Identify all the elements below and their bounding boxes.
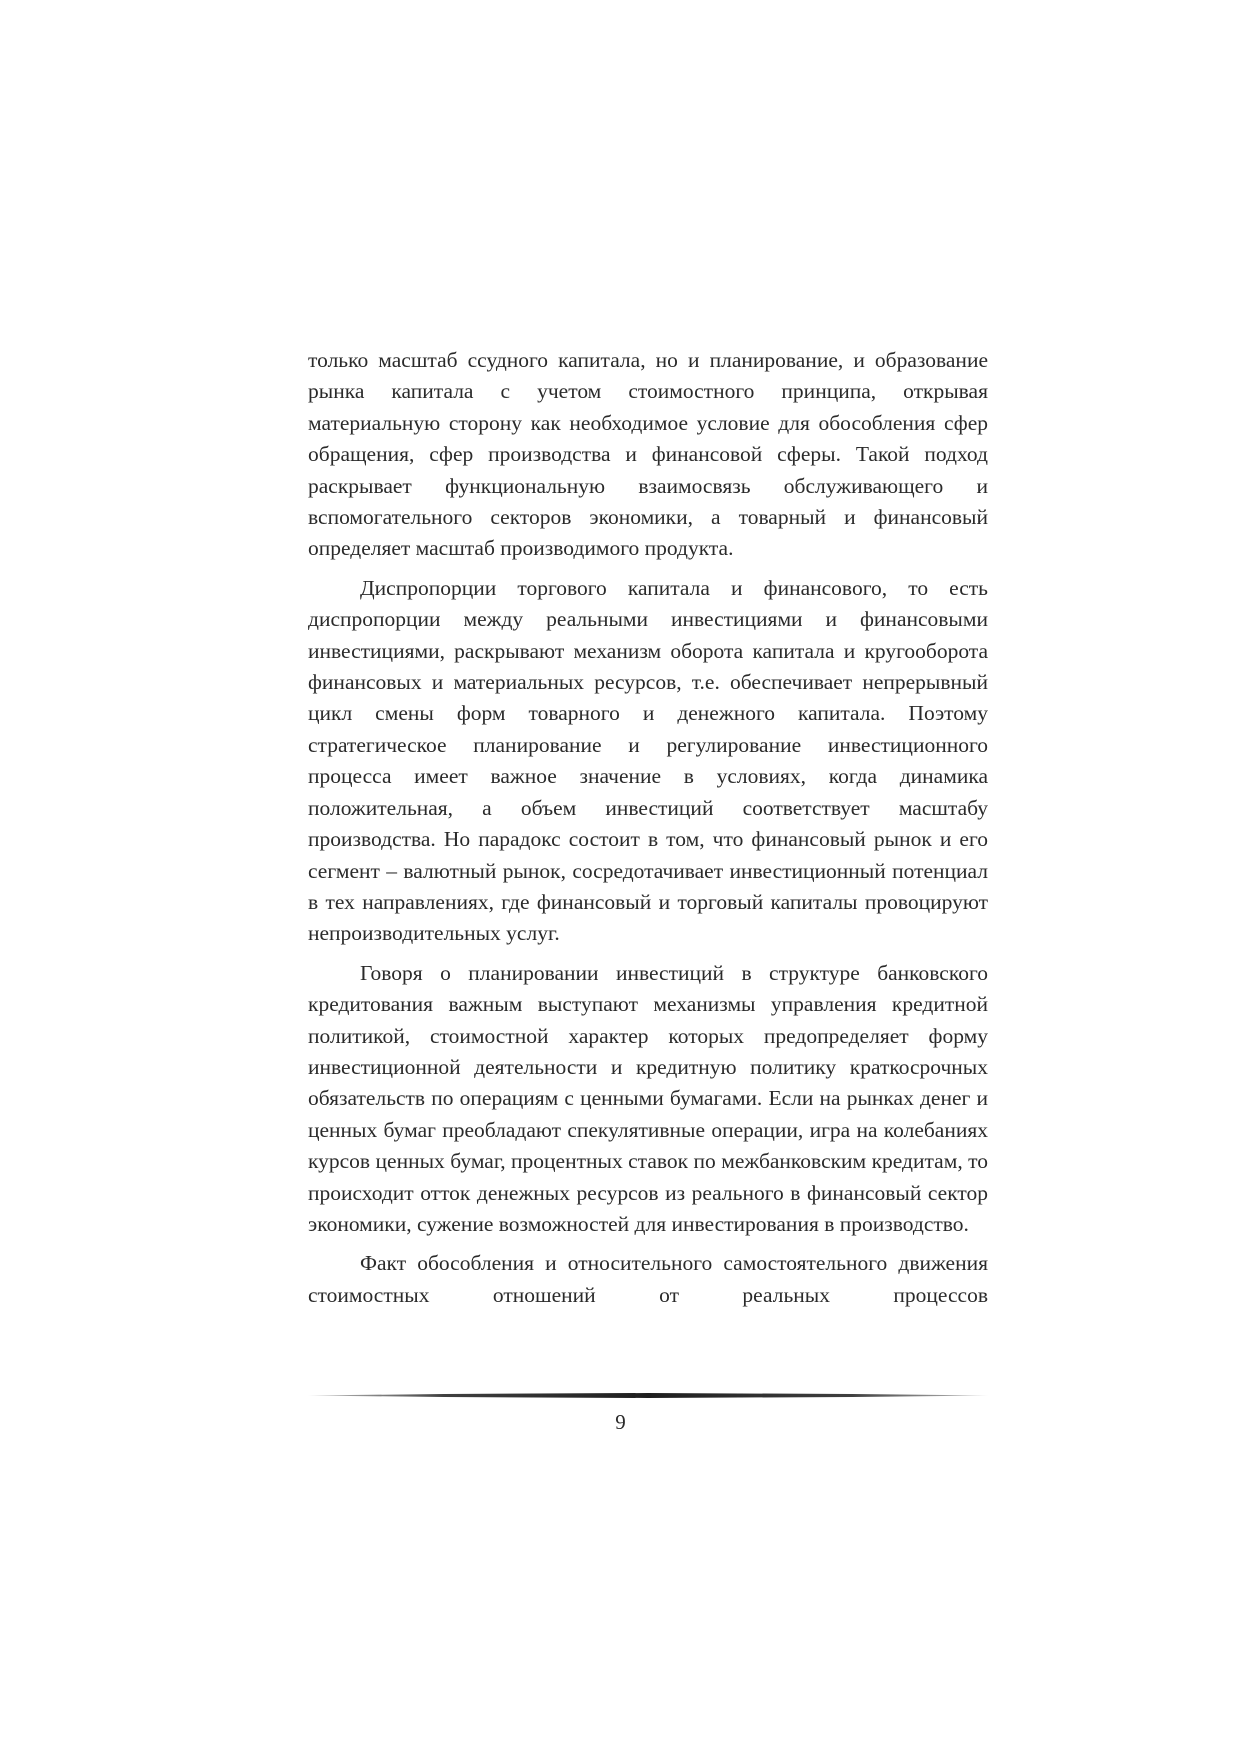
footer-divider: [308, 1393, 988, 1398]
paragraph-1: только масштаб ссудного капитала, но и планирование, и образование рынка капитала с учетом стоимостного принципа, открывая материальную сторону как необходимое условие для обособления сфер обращения, сфер производства и финансовой сферы. Такой подход раскрывает функциональную взаимосвязь обслуживающего и вспомогательного секторов экономики, а товарный и финансовый определяет масштаб производимого продукта.: [308, 348, 988, 561]
paragraph-4: Факт обособления и относительного самостоятельного движения стоимостных отношений от реальных процессов: [308, 1251, 988, 1307]
body-text: [308, 345, 988, 1311]
page-number: 9: [615, 1410, 626, 1434]
paragraph-2: Диспропорции торгового капитала и финансового, то есть диспропорции между реальными инвестициями и финансовыми инвестициями, раскрывают механизм оборота капитала и кругооборота финансовых и материальных ресурсов, т.е. обеспечивает непрерывный цикл смены форм товарного и денежного капитала. Поэтому стратегическое планирование и регулирование инвестиционного процесса имеет важное значение в условиях, когда динамика положительная, а объем инвестиций соответствует масштабу производства. Но парадокс состоит в том, что финансовый рынок и его сегмент – валютный рынок, сосредотачивает инвестиционный потенциал в тех направлениях, где финансовый и торговый капиталы провоцируют непроизводительных услуг.: [308, 575, 988, 946]
paragraph-3: Говоря о планировании инвестиций в структуре банковского кредитования важным выступают механизмы управления кредитной политикой, стоимостной характер которых предопределяет форму инвестиционной деятельности и кредитную политику краткосрочных обязательств по операциям с ценными бумагами. Если на рынках денег и ценных бумаг преобладают спекулятивные операции, игра на колебаниях курсов ценных бумаг, процентных ставок по межбанковским кредитам, то происходит отток денежных ресурсов из реального в финансовый сектор экономики, сужение возможностей для инвестирования в производство.: [308, 960, 988, 1236]
